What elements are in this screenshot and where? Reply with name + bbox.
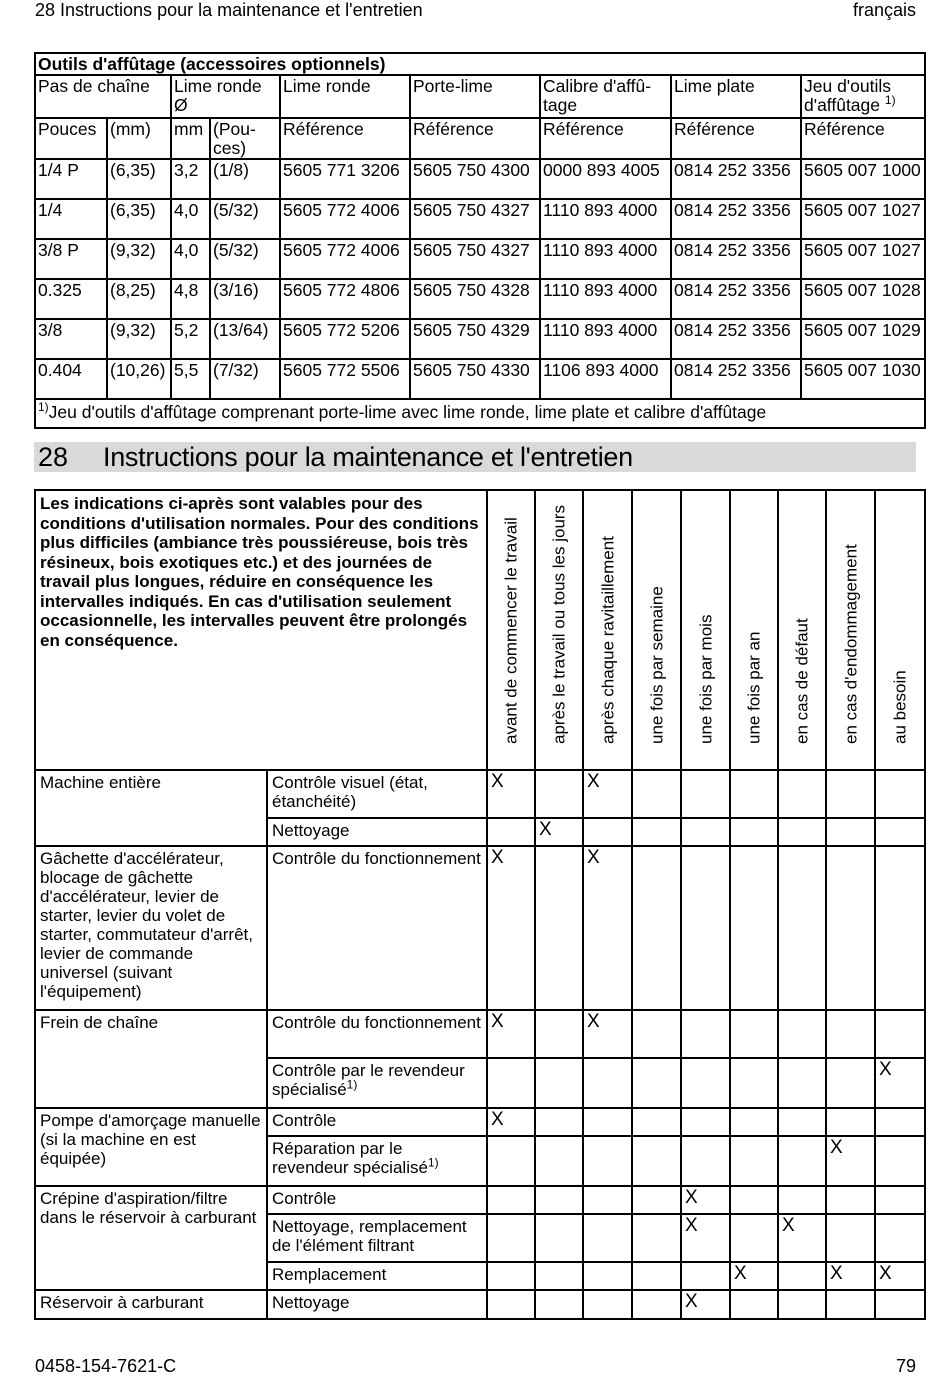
action-cell xyxy=(267,1290,487,1319)
interval-empty-cell xyxy=(778,1010,826,1058)
table-cell: 1110 893 4000 xyxy=(540,279,671,319)
footnote-ref: 1) xyxy=(884,93,896,108)
interval-mark: X xyxy=(875,1262,925,1290)
interval-empty-cell xyxy=(535,1290,583,1319)
col-head-round-file: Lime ronde xyxy=(280,75,410,118)
table-cell: 5605 750 4327 xyxy=(410,239,540,279)
action-text: Contrôle par le revendeur spécialisé xyxy=(272,1061,465,1099)
table-cell: (6,35) xyxy=(107,199,171,239)
interval-mark: X xyxy=(730,1262,778,1290)
component-cell: Pompe d'amorçage manuelle (si la machine en est équipée) xyxy=(35,1108,267,1186)
maintenance-row xyxy=(35,1010,925,1058)
table-cell: 5605 750 4327 xyxy=(410,199,540,239)
interval-empty-cell xyxy=(730,770,778,818)
table-cell: 5605 007 1000 xyxy=(801,159,925,199)
interval-empty-cell xyxy=(632,846,681,1010)
interval-empty-cell xyxy=(632,1262,681,1290)
interval-empty-cell xyxy=(875,1010,925,1058)
table-cell: 0.325 xyxy=(35,279,107,319)
table-cell: 0814 252 3356 xyxy=(671,279,801,319)
interval-empty-cell xyxy=(632,1136,681,1186)
table-cell: (7/32) xyxy=(210,359,280,399)
table-cell: 4,0 xyxy=(171,199,210,239)
maintenance-intro: Les indications ci-après sont valables pour des conditions d'utilisation normales. Pour des conditions plus difficiles (ambiance très poussiéreuse, bois très résineux, bois exotiques etc.) et des journées de travail plus longues, réduire en conséquence les intervalles indiqués. En cas d'utilisation seulement occasionnelle, les intervalles peuvent être prolongés en conséquence. xyxy=(35,490,487,770)
table-cell: 1/4 xyxy=(35,199,107,239)
footnote-ref: 1) xyxy=(346,1077,358,1092)
interval-empty-cell xyxy=(583,1214,632,1262)
table-cell: 1106 893 4000 xyxy=(540,359,671,399)
table-cell: 0814 252 3356 xyxy=(671,239,801,279)
interval-empty-cell xyxy=(487,1136,535,1186)
interval-empty-cell xyxy=(730,1108,778,1136)
table-cell: 5,5 xyxy=(171,359,210,399)
interval-empty-cell xyxy=(826,1058,875,1108)
action-text: Contrôle xyxy=(272,1189,337,1208)
action-cell xyxy=(267,1136,487,1186)
interval-mark: X xyxy=(681,1214,730,1262)
table-row xyxy=(35,239,925,279)
action-text: Contrôle visuel (état, étanchéité) xyxy=(272,773,428,811)
table-cell: (3/16) xyxy=(210,279,280,319)
interval-empty-cell xyxy=(778,1136,826,1186)
col-head-file-holder: Porte-lime xyxy=(410,75,540,118)
interval-column-header xyxy=(778,490,826,770)
interval-empty-cell xyxy=(632,1186,681,1214)
interval-empty-cell xyxy=(875,1136,925,1186)
table-cell: 4,8 xyxy=(171,279,210,319)
interval-empty-cell xyxy=(632,1058,681,1108)
interval-empty-cell xyxy=(681,1262,730,1290)
interval-empty-cell xyxy=(730,1186,778,1214)
col-subhead: Référence xyxy=(801,118,925,159)
interval-empty-cell xyxy=(583,1262,632,1290)
interval-empty-cell xyxy=(681,818,730,846)
table-cell: 5605 750 4300 xyxy=(410,159,540,199)
table-cell: 1110 893 4000 xyxy=(540,239,671,279)
interval-mark: X xyxy=(535,818,583,846)
col-subhead: Référence xyxy=(280,118,410,159)
interval-mark: X xyxy=(487,846,535,1010)
interval-mark: X xyxy=(583,1010,632,1058)
interval-mark: X xyxy=(826,1136,875,1186)
interval-empty-cell xyxy=(778,1058,826,1108)
table-cell: (1/8) xyxy=(210,159,280,199)
table-cell: 5605 007 1027 xyxy=(801,199,925,239)
interval-empty-cell xyxy=(875,1108,925,1136)
table-cell: 5605 750 4330 xyxy=(410,359,540,399)
interval-empty-cell xyxy=(583,1186,632,1214)
section-number: 28 xyxy=(38,442,69,472)
interval-empty-cell xyxy=(778,1262,826,1290)
interval-empty-cell xyxy=(632,1108,681,1136)
table-cell: 0814 252 3356 xyxy=(671,319,801,359)
interval-empty-cell xyxy=(778,1108,826,1136)
action-cell xyxy=(267,1058,487,1108)
col-head-pitch: Pas de chaîne xyxy=(35,75,171,118)
section-heading xyxy=(34,442,916,472)
table-cell: 5605 750 4329 xyxy=(410,319,540,359)
interval-empty-cell xyxy=(535,770,583,818)
table-row xyxy=(35,319,925,359)
sharpening-tools-table xyxy=(34,52,926,429)
interval-empty-cell xyxy=(583,1290,632,1319)
table-cell: 1/4 P xyxy=(35,159,107,199)
interval-mark: X xyxy=(681,1186,730,1214)
interval-empty-cell xyxy=(826,1214,875,1262)
table-cell: 3/8 xyxy=(35,319,107,359)
interval-column-header xyxy=(681,490,730,770)
table-cell: (9,32) xyxy=(107,239,171,279)
interval-empty-cell xyxy=(632,1010,681,1058)
interval-empty-cell xyxy=(730,1058,778,1108)
interval-mark: X xyxy=(583,770,632,818)
table-row xyxy=(35,359,925,399)
col-subhead: Référence xyxy=(540,118,671,159)
table-cell: 5605 007 1027 xyxy=(801,239,925,279)
action-text: Nettoyage, remplacement de l'élément filtrant xyxy=(272,1217,467,1255)
maintenance-row xyxy=(35,1186,925,1214)
table-cell: 5605 772 4006 xyxy=(280,199,410,239)
interval-empty-cell xyxy=(632,770,681,818)
table-cell: (10,26) xyxy=(107,359,171,399)
col-subhead: Pouces xyxy=(35,118,107,159)
interval-empty-cell xyxy=(583,818,632,846)
interval-empty-cell xyxy=(826,1290,875,1319)
component-cell: Frein de chaîne xyxy=(35,1010,267,1108)
interval-empty-cell xyxy=(778,1290,826,1319)
table-row xyxy=(35,159,925,199)
table-cell: 5605 772 4806 xyxy=(280,279,410,319)
table-cell: 3,2 xyxy=(171,159,210,199)
action-cell xyxy=(267,1186,487,1214)
table-cell: 5605 007 1028 xyxy=(801,279,925,319)
interval-label: au besoin xyxy=(890,670,910,744)
interval-label: avant de commencer le travail xyxy=(501,517,521,744)
interval-empty-cell xyxy=(778,846,826,1010)
interval-mark: X xyxy=(487,1108,535,1136)
interval-empty-cell xyxy=(681,1010,730,1058)
action-cell xyxy=(267,1214,487,1262)
interval-empty-cell xyxy=(681,846,730,1010)
interval-label: après chaque ravitaillement xyxy=(598,536,617,744)
interval-empty-cell xyxy=(826,846,875,1010)
table-cell: (5/32) xyxy=(210,239,280,279)
table-cell: 0814 252 3356 xyxy=(671,199,801,239)
table-cell: 3/8 P xyxy=(35,239,107,279)
interval-column-header xyxy=(583,490,632,770)
interval-empty-cell xyxy=(487,1058,535,1108)
interval-empty-cell xyxy=(778,1186,826,1214)
interval-empty-cell xyxy=(487,1214,535,1262)
interval-empty-cell xyxy=(826,1108,875,1136)
tools-table-title: Outils d'affûtage (accessoires optionnels) xyxy=(35,53,925,75)
interval-empty-cell xyxy=(826,1186,875,1214)
table-cell: 0.404 xyxy=(35,359,107,399)
interval-empty-cell xyxy=(778,770,826,818)
action-cell xyxy=(267,846,487,1010)
interval-empty-cell xyxy=(730,1136,778,1186)
col-subhead: (mm) xyxy=(107,118,171,159)
col-subhead: Référence xyxy=(410,118,540,159)
interval-empty-cell xyxy=(875,1214,925,1262)
tools-footnote xyxy=(35,399,925,428)
interval-label: une fois par an xyxy=(744,631,764,744)
col-head-flat-file: Lime plate xyxy=(671,75,801,118)
action-cell xyxy=(267,1010,487,1058)
interval-mark: X xyxy=(681,1290,730,1319)
interval-label: après le travail ou tous les jours xyxy=(549,504,569,744)
interval-empty-cell xyxy=(875,1186,925,1214)
col-subhead: mm xyxy=(171,118,210,159)
interval-empty-cell xyxy=(583,1058,632,1108)
footnote-text: Jeu d'outils d'affûtage comprenant porte-lime avec lime ronde, lime plate et calibre d'affûtage xyxy=(48,402,767,422)
interval-mark: X xyxy=(778,1214,826,1262)
table-cell: 5605 772 5206 xyxy=(280,319,410,359)
interval-mark: X xyxy=(487,1010,535,1058)
interval-empty-cell xyxy=(875,770,925,818)
table-cell: (6,35) xyxy=(107,159,171,199)
table-cell: 5,2 xyxy=(171,319,210,359)
interval-column-header xyxy=(632,490,681,770)
interval-column-header xyxy=(875,490,925,770)
action-text: Réparation par le revendeur spécialisé xyxy=(272,1139,428,1177)
interval-empty-cell xyxy=(535,1010,583,1058)
interval-mark: X xyxy=(875,1058,925,1108)
interval-empty-cell xyxy=(681,770,730,818)
table-cell: 5605 007 1030 xyxy=(801,359,925,399)
interval-empty-cell xyxy=(535,1262,583,1290)
table-cell: 0814 252 3356 xyxy=(671,359,801,399)
col-subhead: Référence xyxy=(671,118,801,159)
interval-empty-cell xyxy=(632,1290,681,1319)
maintenance-table xyxy=(34,489,926,1320)
interval-label: une fois par mois xyxy=(696,614,715,744)
table-cell: 1110 893 4000 xyxy=(540,199,671,239)
table-row xyxy=(35,199,925,239)
table-cell: (9,32) xyxy=(107,319,171,359)
action-text: Contrôle xyxy=(272,1111,337,1130)
interval-mark: X xyxy=(487,770,535,818)
table-cell: (13/64) xyxy=(210,319,280,359)
interval-empty-cell xyxy=(487,1186,535,1214)
component-cell: Crépine d'aspiration/filtre dans le réservoir à carburant xyxy=(35,1186,267,1290)
interval-column-header xyxy=(487,490,535,770)
page-header-language: français xyxy=(852,0,916,20)
section-title: Instructions pour la maintenance et l'entretien xyxy=(103,442,633,472)
action-cell xyxy=(267,1108,487,1136)
table-cell: (5/32) xyxy=(210,199,280,239)
table-cell: 0000 893 4005 xyxy=(540,159,671,199)
interval-empty-cell xyxy=(778,818,826,846)
maintenance-row xyxy=(35,1290,925,1319)
interval-empty-cell xyxy=(632,1214,681,1262)
action-text: Contrôle du fonctionnement xyxy=(272,1013,481,1032)
interval-empty-cell xyxy=(535,1136,583,1186)
footnote-mark: 1) xyxy=(38,400,49,415)
interval-column-header xyxy=(826,490,875,770)
col-head-round-file-dia: Lime ronde Ø xyxy=(171,75,280,118)
interval-empty-cell xyxy=(535,1214,583,1262)
maintenance-row xyxy=(35,846,925,1010)
interval-empty-cell xyxy=(681,1136,730,1186)
interval-empty-cell xyxy=(826,770,875,818)
interval-label: en cas de défaut xyxy=(792,618,812,744)
interval-mark: X xyxy=(826,1262,875,1290)
table-cell: 4,0 xyxy=(171,239,210,279)
page-footer-page-number: 79 xyxy=(895,1356,916,1376)
action-cell xyxy=(267,818,487,846)
col-subhead: (Pou-ces) xyxy=(210,118,280,159)
col-head-gauge: Calibre d'affû-tage xyxy=(540,75,671,118)
interval-empty-cell xyxy=(826,1010,875,1058)
table-cell: 1110 893 4000 xyxy=(540,319,671,359)
table-row xyxy=(35,279,925,319)
component-cell: Réservoir à carburant xyxy=(35,1290,267,1319)
action-text: Nettoyage xyxy=(272,1293,350,1312)
action-text: Contrôle du fonctionnement xyxy=(272,849,481,868)
table-cell: 5605 007 1029 xyxy=(801,319,925,359)
interval-empty-cell xyxy=(730,1214,778,1262)
interval-empty-cell xyxy=(583,1108,632,1136)
interval-empty-cell xyxy=(583,1136,632,1186)
action-cell xyxy=(267,770,487,818)
component-cell: Gâchette d'accélérateur, blocage de gâchette d'accélérateur, levier de starter, levier du volet de starter, commutateur d'arrêt, levier de commande universel (suivant l'équipement) xyxy=(35,846,267,1010)
interval-empty-cell xyxy=(730,846,778,1010)
interval-column-header xyxy=(730,490,778,770)
interval-empty-cell xyxy=(730,818,778,846)
table-cell: (8,25) xyxy=(107,279,171,319)
page-header-title: 28 Instructions pour la maintenance et l'entretien xyxy=(35,0,423,20)
interval-empty-cell xyxy=(632,818,681,846)
table-cell: 5605 772 4006 xyxy=(280,239,410,279)
interval-empty-cell xyxy=(875,846,925,1010)
interval-empty-cell xyxy=(875,818,925,846)
table-cell: 5605 772 5506 xyxy=(280,359,410,399)
footnote-ref: 1) xyxy=(427,1155,439,1170)
interval-empty-cell xyxy=(535,1058,583,1108)
maintenance-row xyxy=(35,770,925,818)
table-cell: 5605 771 3206 xyxy=(280,159,410,199)
interval-empty-cell xyxy=(535,846,583,1010)
action-text: Remplacement xyxy=(272,1265,387,1284)
page-footer-doc-number: 0458-154-7621-C xyxy=(35,1356,177,1376)
interval-empty-cell xyxy=(535,1108,583,1136)
interval-mark: X xyxy=(583,846,632,1010)
interval-label: en cas d'endommagement xyxy=(841,544,860,744)
maintenance-row xyxy=(35,1108,925,1136)
sharpening-kit-label: Jeu d'outils d'affûtage xyxy=(804,76,892,115)
interval-empty-cell xyxy=(681,1108,730,1136)
interval-empty-cell xyxy=(826,818,875,846)
interval-column-header xyxy=(535,490,583,770)
table-cell: 0814 252 3356 xyxy=(671,159,801,199)
interval-empty-cell xyxy=(487,1262,535,1290)
interval-empty-cell xyxy=(875,1290,925,1319)
interval-empty-cell xyxy=(535,1186,583,1214)
action-cell xyxy=(267,1262,487,1290)
interval-empty-cell xyxy=(487,1290,535,1319)
action-text: Nettoyage xyxy=(272,821,350,840)
col-head-sharpening-kit xyxy=(801,75,925,118)
component-cell: Machine entière xyxy=(35,770,267,846)
interval-label: une fois par semaine xyxy=(647,586,666,744)
interval-empty-cell xyxy=(681,1058,730,1108)
interval-empty-cell xyxy=(730,1290,778,1319)
interval-empty-cell xyxy=(730,1010,778,1058)
interval-empty-cell xyxy=(487,818,535,846)
table-cell: 5605 750 4328 xyxy=(410,279,540,319)
